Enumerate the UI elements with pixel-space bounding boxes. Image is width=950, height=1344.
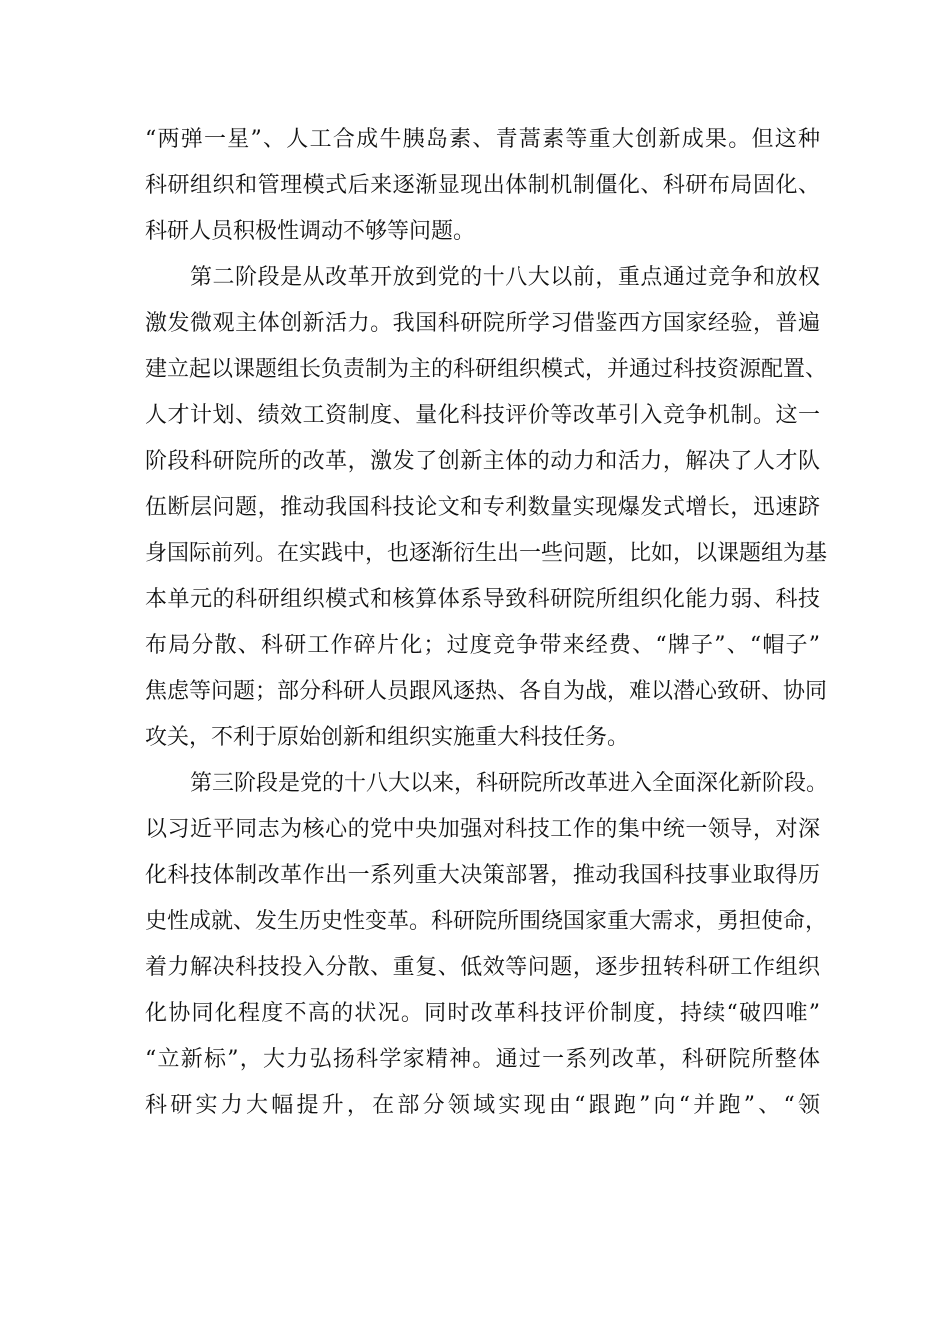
text-line: 阶段科研院所的改革，激发了创新主体的动力和活力，解决了人才队 — [145, 449, 820, 474]
text-line: 攻关，不利于原始创新和组织实施重大科技任务。 — [145, 725, 630, 750]
text-line: 身国际前列。在实践中，也逐渐衍生出一些问题，比如，以课题组为基 — [145, 541, 828, 566]
text-line: 化科技体制改革作出一系列重大决策部署，推动我国科技事业取得历 — [145, 863, 820, 888]
text-line: 人才计划、绩效工资制度、量化科技评价等改革引入竞争机制。这一 — [145, 403, 820, 428]
text-line: 化协同化程度不高的状况。同时改革科技评价制度，持续“破四唯” — [145, 1001, 820, 1026]
text-line: 布局分散、科研工作碎片化；过度竞争带来经费、“牌子”、“帽子” — [145, 633, 820, 658]
text-line: 科研人员积极性调动不够等问题。 — [145, 219, 476, 244]
text-line: 以习近平同志为核心的党中央加强对科技工作的集中统一领导，对深 — [145, 817, 820, 842]
text-line: 建立起以课题组长负责制为主的科研组织模式，并通过科技资源配置、 — [145, 357, 828, 382]
text-line: 科研实力大幅提升，在部分领域实现由“跟跑”向“并跑”、“领 — [145, 1093, 820, 1118]
text-line: 史性成就、发生历史性变革。科研院所围绕国家重大需求，勇担使命， — [145, 909, 828, 934]
text-line: 激发微观主体创新活力。我国科研院所学习借鉴西方国家经验，普遍 — [145, 311, 820, 336]
text-line: 科研组织和管理模式后来逐渐显现出体制机制僵化、科研布局固化、 — [145, 173, 820, 198]
text-line: 焦虑等问题；部分科研人员跟风逐热、各自为战，难以潜心致研、协同 — [145, 679, 828, 704]
paragraph-start-line: 第二阶段是从改革开放到党的十八大以前，重点通过竞争和放权 — [190, 265, 820, 290]
text-line: “两弹一星”、人工合成牛胰岛素、青蒿素等重大创新成果。但这种 — [145, 127, 820, 152]
text-line: 本单元的科研组织模式和核算体系导致科研院所组织化能力弱、科技 — [145, 587, 820, 612]
paragraph-start-line: 第三阶段是党的十八大以来，科研院所改革进入全面深化新阶段。 — [190, 771, 829, 796]
text-line: 着力解决科技投入分散、重复、低效等问题，逐步扭转科研工作组织 — [145, 955, 820, 980]
text-line: “立新标”，大力弘扬科学家精神。通过一系列改革，科研院所整体 — [145, 1047, 820, 1072]
text-line: 伍断层问题，推动我国科技论文和专利数量实现爆发式增长，迅速跻 — [145, 495, 820, 520]
